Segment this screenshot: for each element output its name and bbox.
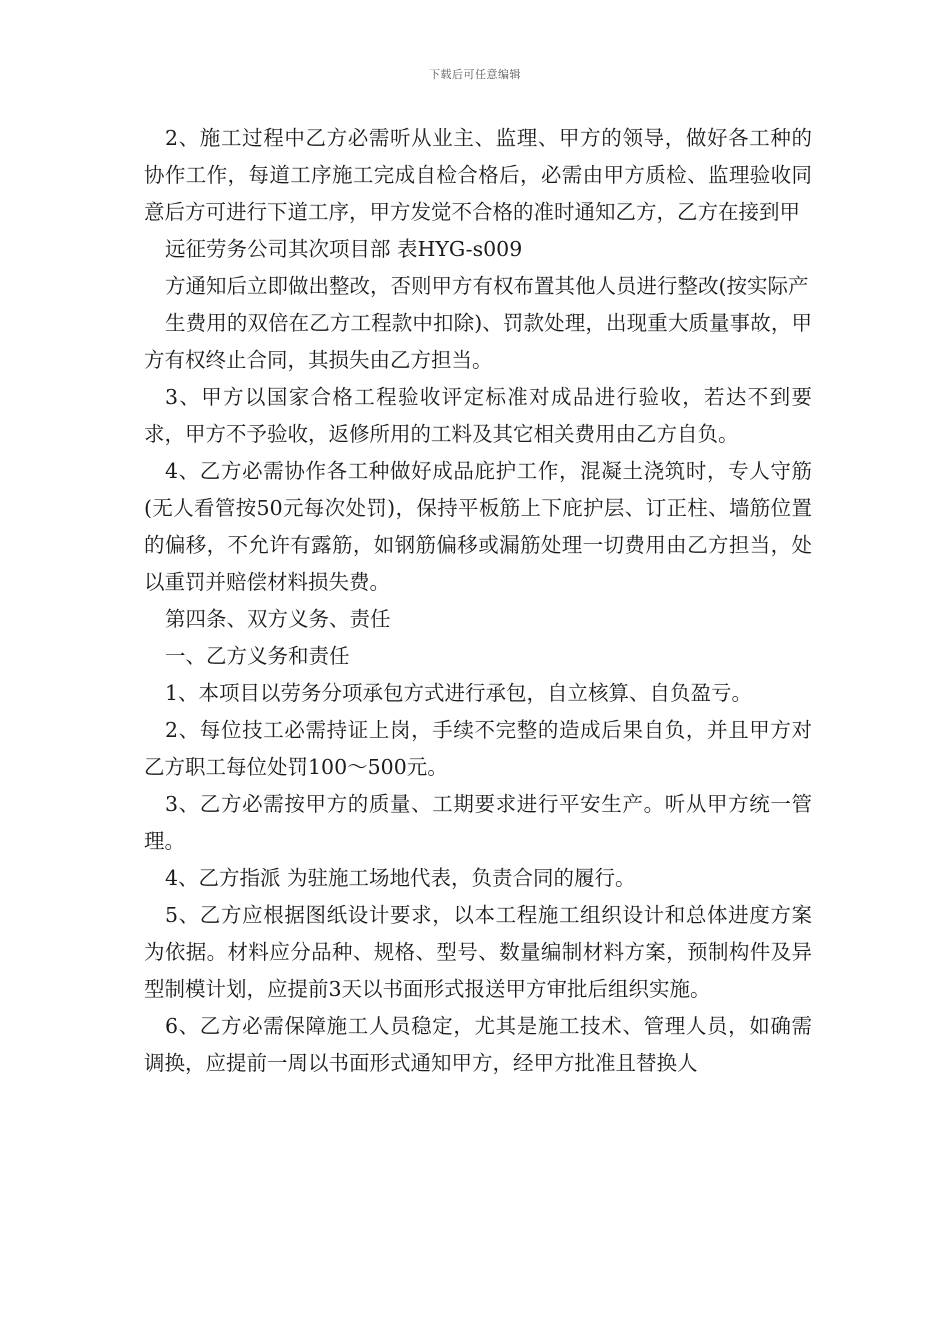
section-heading-article-4: 第四条、双方义务、责任: [165, 607, 391, 631]
paragraph-duty-4: 4、乙方指派 为驻施工场地代表，负责合同的履行。: [165, 866, 636, 890]
paragraph-clause-3-acceptance: 3、甲方以国家合格工程验收评定标准对成品进行验收，若达不到要求，甲方不予验收，返修所用的工料及其它相关费用由乙方自负。: [144, 385, 812, 446]
paragraph-duty-3: 3、乙方必需按甲方的质量、工期要求进行平安生产。听从甲方统一管理。: [144, 792, 812, 853]
subsection-heading-party-b-duties: 一、乙方义务和责任: [165, 644, 350, 668]
paragraph-rectification: 方通知后立即做出整改，否则甲方有权布置其他人员进行整改(按实际产: [165, 274, 809, 298]
paragraph-clause-2-quality-inspection: 2、施工过程中乙方必需听从业主、监理、甲方的领导，做好各工种的协作工作，每道工序施工完成自检合格后，必需由甲方质检、监理验收同意后方可进行下道工序，甲方发觉不合格的准时通知乙方，乙方在接到甲: [144, 126, 812, 224]
document-body: [144, 120, 812, 1082]
paragraph-penalty-deduction: 生费用的双倍在乙方工程款中扣除)、罚款处理，出现重大质量事故，甲方有权终止合同，其损失由乙方担当。: [144, 311, 812, 372]
paragraph-company-form-code: 远征劳务公司其次项目部 表HYG-s009: [165, 237, 523, 261]
paragraph-duty-6: 6、乙方必需保障施工人员稳定，尤其是施工技术、管理人员，如确需调换，应提前一周以书面形式通知甲方，经甲方批准且替换人: [144, 1014, 812, 1075]
paragraph-duty-1: 1、本项目以劳务分项承包方式进行承包，自立核算、自负盈亏。: [165, 681, 753, 705]
paragraph-clause-4-protection: 4、乙方必需协作各工种做好成品庇护工作，混凝土浇筑时，专人守筋(无人看管按50元每次处罚)，保持平板筋上下庇护层、订正柱、墙筋位置的偏移，不允许有露筋，如钢筋偏移或漏筋处理一切费用由乙方担当，处以重罚并赔偿材料损失费。: [144, 459, 812, 594]
paragraph-duty-2: 2、每位技工必需持证上岗，手续不完整的造成后果自负，并且甲方对乙方职工每位处罚100～500元。: [144, 718, 812, 779]
paragraph-duty-5: 5、乙方应根据图纸设计要求，以本工程施工组织设计和总体进度方案为依据。材料应分品种、规格、型号、数量编制材料方案，预制构件及异型制模计划，应提前3天以书面形式报送甲方审批后组织实施。: [144, 903, 812, 1001]
page-header-note: 下载后可任意编辑: [429, 68, 521, 81]
